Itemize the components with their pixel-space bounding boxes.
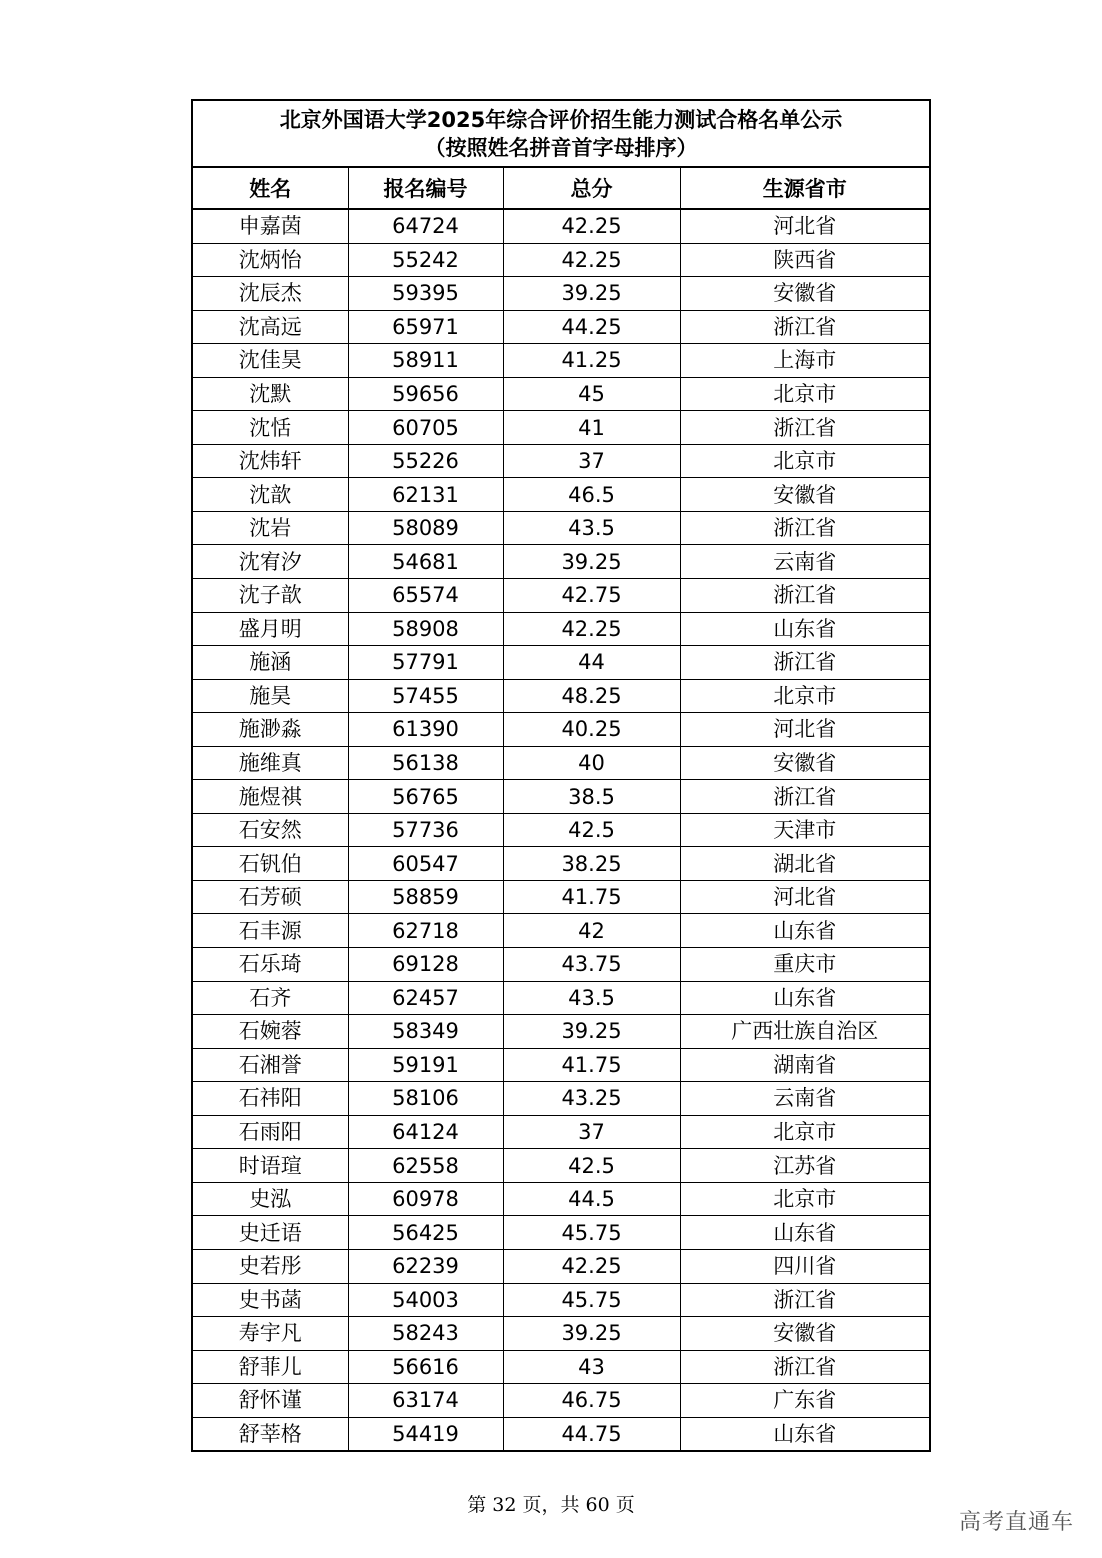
cell-name: 施渺淼 — [193, 713, 348, 747]
cell-name: 史书菡 — [193, 1283, 348, 1317]
table-row — [193, 579, 929, 613]
table-row — [193, 411, 929, 445]
cell-name: 石祎阳 — [193, 1082, 348, 1116]
cell-registration-id: 65971 — [348, 310, 503, 344]
cell-registration-id: 57736 — [348, 813, 503, 847]
cell-registration-id: 58859 — [348, 880, 503, 914]
table-row — [193, 545, 929, 579]
cell-province: 河北省 — [680, 713, 929, 747]
cell-name: 沈佳昊 — [193, 344, 348, 378]
results-table-container — [191, 99, 931, 1452]
table-header-row — [193, 168, 929, 209]
cell-province: 广东省 — [680, 1384, 929, 1418]
cell-registration-id: 58243 — [348, 1317, 503, 1351]
table-row — [193, 981, 929, 1015]
cell-total-score: 42 — [503, 914, 680, 948]
cell-province: 河北省 — [680, 209, 929, 243]
table-row — [193, 1384, 929, 1418]
cell-total-score: 43 — [503, 1350, 680, 1384]
table-row — [193, 344, 929, 378]
table-row — [193, 1283, 929, 1317]
cell-total-score: 38.25 — [503, 847, 680, 881]
table-row — [193, 1317, 929, 1351]
cell-province: 云南省 — [680, 545, 929, 579]
table-row — [193, 746, 929, 780]
cell-name: 舒莘格 — [193, 1417, 348, 1450]
table-row — [193, 880, 929, 914]
cell-province: 浙江省 — [680, 646, 929, 680]
cell-province: 天津市 — [680, 813, 929, 847]
cell-registration-id: 56616 — [348, 1350, 503, 1384]
cell-name: 石湘誉 — [193, 1048, 348, 1082]
cell-province: 河北省 — [680, 880, 929, 914]
cell-total-score: 44.5 — [503, 1182, 680, 1216]
table-row — [193, 1149, 929, 1183]
cell-registration-id: 60547 — [348, 847, 503, 881]
cell-total-score: 45.75 — [503, 1283, 680, 1317]
cell-registration-id: 65574 — [348, 579, 503, 613]
table-row — [193, 914, 929, 948]
cell-registration-id: 59395 — [348, 277, 503, 311]
cell-total-score: 39.25 — [503, 545, 680, 579]
cell-total-score: 43.25 — [503, 1082, 680, 1116]
cell-registration-id: 56765 — [348, 780, 503, 814]
cell-registration-id: 58908 — [348, 612, 503, 646]
table-row — [193, 209, 929, 243]
cell-name: 沈岩 — [193, 511, 348, 545]
cell-registration-id: 59191 — [348, 1048, 503, 1082]
cell-registration-id: 60978 — [348, 1182, 503, 1216]
cell-name: 石齐 — [193, 981, 348, 1015]
table-row — [193, 1417, 929, 1450]
cell-name: 石雨阳 — [193, 1115, 348, 1149]
cell-registration-id: 62239 — [348, 1249, 503, 1283]
cell-registration-id: 60705 — [348, 411, 503, 445]
cell-total-score: 41 — [503, 411, 680, 445]
cell-total-score: 43.5 — [503, 981, 680, 1015]
cell-total-score: 40 — [503, 746, 680, 780]
cell-province: 安徽省 — [680, 1317, 929, 1351]
cell-total-score: 40.25 — [503, 713, 680, 747]
cell-total-score: 38.5 — [503, 780, 680, 814]
cell-total-score: 44 — [503, 646, 680, 680]
cell-province: 山东省 — [680, 914, 929, 948]
cell-name: 沈高远 — [193, 310, 348, 344]
watermark: 高考直通车 — [958, 1510, 1074, 1535]
cell-registration-id: 54419 — [348, 1417, 503, 1450]
cell-total-score: 46.5 — [503, 478, 680, 512]
cell-name: 沈辰杰 — [193, 277, 348, 311]
cell-total-score: 42.25 — [503, 612, 680, 646]
cell-name: 申嘉茵 — [193, 209, 348, 243]
cell-province: 江苏省 — [680, 1149, 929, 1183]
cell-registration-id: 59656 — [348, 377, 503, 411]
document-subtitle: （按照姓名拼音首字母排序） — [424, 135, 698, 160]
cell-registration-id: 62131 — [348, 478, 503, 512]
table-row — [193, 1115, 929, 1149]
cell-province: 广西壮族自治区 — [680, 1015, 929, 1049]
cell-total-score: 41.75 — [503, 880, 680, 914]
cell-province: 北京市 — [680, 377, 929, 411]
table-row — [193, 948, 929, 982]
cell-province: 安徽省 — [680, 746, 929, 780]
cell-name: 沈炳怡 — [193, 243, 348, 277]
cell-name: 石丰源 — [193, 914, 348, 948]
cell-registration-id: 57791 — [348, 646, 503, 680]
cell-registration-id: 55226 — [348, 444, 503, 478]
page-number: 第 32 页，共 60 页 — [467, 1494, 635, 1516]
cell-registration-id: 54003 — [348, 1283, 503, 1317]
cell-name: 沈炜轩 — [193, 444, 348, 478]
cell-name: 史泓 — [193, 1182, 348, 1216]
cell-total-score: 41.25 — [503, 344, 680, 378]
table-row — [193, 277, 929, 311]
table-row — [193, 612, 929, 646]
cell-total-score: 39.25 — [503, 277, 680, 311]
table-row — [193, 444, 929, 478]
cell-total-score: 44.25 — [503, 310, 680, 344]
column-header-province: 生源省市 — [680, 168, 929, 209]
cell-province: 北京市 — [680, 1115, 929, 1149]
cell-province: 四川省 — [680, 1249, 929, 1283]
cell-name: 沈默 — [193, 377, 348, 411]
cell-registration-id: 58106 — [348, 1082, 503, 1116]
cell-total-score: 42.25 — [503, 243, 680, 277]
cell-registration-id: 57455 — [348, 679, 503, 713]
cell-total-score: 45.75 — [503, 1216, 680, 1250]
cell-province: 浙江省 — [680, 511, 929, 545]
cell-total-score: 37 — [503, 1115, 680, 1149]
cell-name: 施涵 — [193, 646, 348, 680]
cell-name: 时语瑄 — [193, 1149, 348, 1183]
table-row — [193, 243, 929, 277]
cell-province: 北京市 — [680, 1182, 929, 1216]
table-row — [193, 1249, 929, 1283]
cell-name: 沈宥汐 — [193, 545, 348, 579]
cell-province: 山东省 — [680, 1417, 929, 1450]
cell-total-score: 42.25 — [503, 1249, 680, 1283]
table-row — [193, 1048, 929, 1082]
table-row — [193, 1082, 929, 1116]
cell-registration-id: 62558 — [348, 1149, 503, 1183]
cell-registration-id: 56425 — [348, 1216, 503, 1250]
cell-province: 安徽省 — [680, 277, 929, 311]
cell-total-score: 43.5 — [503, 511, 680, 545]
cell-registration-id: 54681 — [348, 545, 503, 579]
cell-registration-id: 69128 — [348, 948, 503, 982]
cell-total-score: 39.25 — [503, 1015, 680, 1049]
cell-province: 浙江省 — [680, 1283, 929, 1317]
cell-registration-id: 61390 — [348, 713, 503, 747]
cell-registration-id: 62718 — [348, 914, 503, 948]
table-row — [193, 713, 929, 747]
cell-province: 上海市 — [680, 344, 929, 378]
cell-name: 盛月明 — [193, 612, 348, 646]
column-header-score: 总分 — [503, 168, 680, 209]
cell-registration-id: 58349 — [348, 1015, 503, 1049]
cell-total-score: 42.75 — [503, 579, 680, 613]
cell-name: 施煜祺 — [193, 780, 348, 814]
cell-name: 史迁语 — [193, 1216, 348, 1250]
cell-total-score: 39.25 — [503, 1317, 680, 1351]
cell-name: 施维真 — [193, 746, 348, 780]
table-row — [193, 1350, 929, 1384]
table-row — [193, 310, 929, 344]
column-header-name: 姓名 — [193, 168, 348, 209]
cell-name: 沈歆 — [193, 478, 348, 512]
table-row — [193, 478, 929, 512]
cell-province: 浙江省 — [680, 780, 929, 814]
cell-total-score: 42.5 — [503, 1149, 680, 1183]
cell-province: 北京市 — [680, 444, 929, 478]
table-row — [193, 511, 929, 545]
table-row — [193, 377, 929, 411]
table-title-block — [193, 101, 929, 168]
table-row — [193, 813, 929, 847]
cell-province: 浙江省 — [680, 411, 929, 445]
cell-name: 石婉蓉 — [193, 1015, 348, 1049]
cell-registration-id: 58911 — [348, 344, 503, 378]
table-row — [193, 1216, 929, 1250]
cell-name: 史若彤 — [193, 1249, 348, 1283]
cell-province: 湖北省 — [680, 847, 929, 881]
cell-total-score: 42.25 — [503, 209, 680, 243]
cell-registration-id: 58089 — [348, 511, 503, 545]
cell-name: 舒菲儿 — [193, 1350, 348, 1384]
cell-name: 石钒伯 — [193, 847, 348, 881]
cell-registration-id: 63174 — [348, 1384, 503, 1418]
results-table — [193, 168, 929, 1450]
cell-total-score: 46.75 — [503, 1384, 680, 1418]
table-row — [193, 679, 929, 713]
cell-total-score: 43.75 — [503, 948, 680, 982]
table-row — [193, 1182, 929, 1216]
document-title: 北京外国语大学2025年综合评价招生能力测试合格名单公示 — [279, 107, 843, 132]
cell-name: 石乐琦 — [193, 948, 348, 982]
table-row — [193, 1015, 929, 1049]
cell-province: 浙江省 — [680, 1350, 929, 1384]
cell-name: 寿宇凡 — [193, 1317, 348, 1351]
cell-province: 湖南省 — [680, 1048, 929, 1082]
column-header-id: 报名编号 — [348, 168, 503, 209]
cell-registration-id: 62457 — [348, 981, 503, 1015]
cell-province: 浙江省 — [680, 579, 929, 613]
cell-registration-id: 64124 — [348, 1115, 503, 1149]
cell-province: 重庆市 — [680, 948, 929, 982]
cell-registration-id: 56138 — [348, 746, 503, 780]
cell-name: 石安然 — [193, 813, 348, 847]
cell-province: 山东省 — [680, 612, 929, 646]
cell-province: 安徽省 — [680, 478, 929, 512]
cell-province: 云南省 — [680, 1082, 929, 1116]
table-row — [193, 847, 929, 881]
cell-name: 施昊 — [193, 679, 348, 713]
cell-province: 浙江省 — [680, 310, 929, 344]
cell-total-score: 48.25 — [503, 679, 680, 713]
cell-total-score: 41.75 — [503, 1048, 680, 1082]
cell-total-score: 44.75 — [503, 1417, 680, 1450]
cell-total-score: 45 — [503, 377, 680, 411]
cell-name: 沈子歆 — [193, 579, 348, 613]
cell-name: 石芳硕 — [193, 880, 348, 914]
cell-registration-id: 64724 — [348, 209, 503, 243]
cell-province: 北京市 — [680, 679, 929, 713]
cell-name: 沈恬 — [193, 411, 348, 445]
cell-province: 山东省 — [680, 1216, 929, 1250]
table-row — [193, 646, 929, 680]
cell-total-score: 42.5 — [503, 813, 680, 847]
cell-total-score: 37 — [503, 444, 680, 478]
cell-province: 陕西省 — [680, 243, 929, 277]
cell-name: 舒怀谨 — [193, 1384, 348, 1418]
cell-registration-id: 55242 — [348, 243, 503, 277]
cell-province: 山东省 — [680, 981, 929, 1015]
table-row — [193, 780, 929, 814]
